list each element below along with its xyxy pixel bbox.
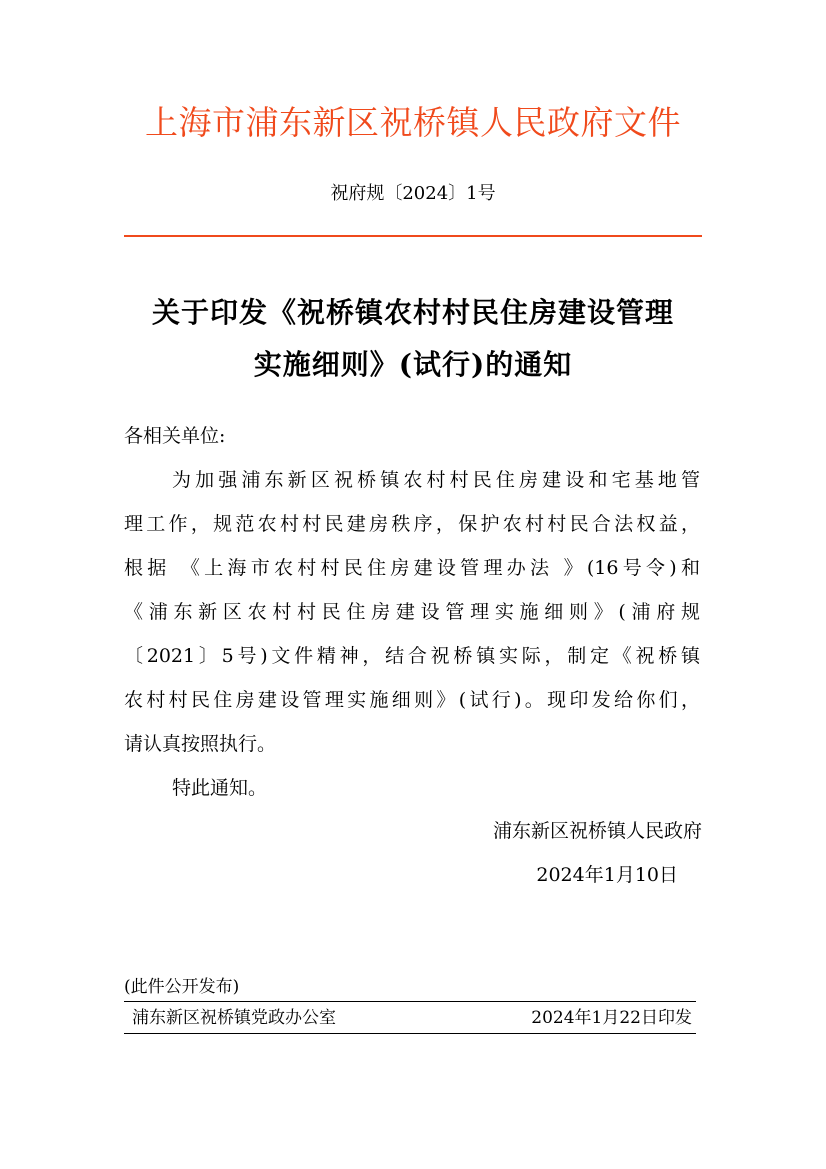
- salutation: 各相关单位:: [124, 425, 226, 447]
- paragraph-line: 〔2021〕5号)文件精神，结合祝桥镇实际，制定《祝桥镇: [124, 645, 700, 667]
- paragraph-line: 理工作，规范农村村民建房秩序，保护农村村民合法权益，: [124, 513, 700, 535]
- red-divider: [124, 235, 702, 237]
- paragraph-line: 《浦东新区农村村民住房建设管理实施细则》(浦府规: [124, 601, 700, 623]
- footer-bottom-rule: [124, 1033, 696, 1034]
- paragraph-line: 为加强浦东新区祝桥镇农村村民住房建设和宅基地管: [172, 469, 700, 491]
- notice-title-line-2: 实施细则》(试行)的通知: [253, 348, 573, 381]
- signature-date: 2024年1月10日: [536, 864, 678, 886]
- paragraph-line: 农村村民住房建设管理实施细则》(试行)。现印发给你们，: [124, 689, 700, 711]
- public-release-note: (此件公开发布): [124, 977, 240, 997]
- signature-org: 浦东新区祝桥镇人民政府: [492, 820, 702, 842]
- paragraph-line: 根据 《上海市农村村民住房建设管理办法 》(16号令)和: [124, 557, 700, 579]
- issuing-office: 浦东新区祝桥镇党政办公室: [132, 1008, 336, 1028]
- document-number: 祝府规〔2024〕1号: [330, 183, 496, 204]
- notice-title: [100, 287, 726, 391]
- notice-title-line-1: 关于印发《祝桥镇农村村民住房建设管理: [151, 296, 674, 329]
- footer-top-rule: [124, 1001, 696, 1002]
- paragraph-line: 请认真按照执行。: [124, 733, 277, 755]
- closing-remark: 特此通知。: [172, 777, 268, 799]
- issue-date: 2024年1月22日印发: [531, 1008, 692, 1028]
- issuer-title: 上海市浦东新区祝桥镇人民政府文件: [145, 103, 681, 142]
